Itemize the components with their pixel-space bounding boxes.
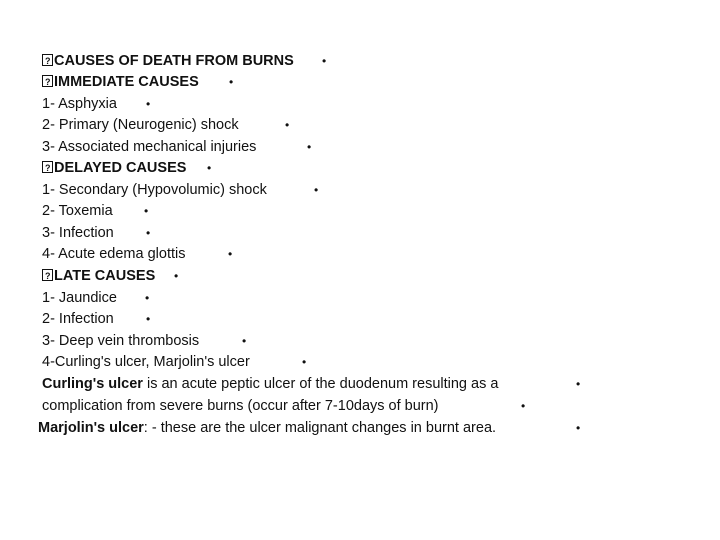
bullet-icon: • <box>322 54 327 68</box>
term-curlings-ulcer: Curling's ulcer <box>42 376 143 392</box>
heading-text: DELAYED CAUSES <box>54 160 187 176</box>
list-item: 3- Deep vein thrombosis <box>42 333 200 349</box>
list-item: 1- Secondary (Hypovolumic) shock <box>42 182 267 198</box>
list-item: 3- Infection <box>42 225 114 241</box>
bullet-icon: • <box>285 118 290 132</box>
bullet-icon: • <box>314 183 319 197</box>
heading-causes-of-death <box>42 52 294 70</box>
bullet-icon: • <box>146 97 151 111</box>
bullet-icon: • <box>307 140 312 154</box>
definition-continuation: complication from severe burns (occur after 7-10days of burn) <box>42 398 439 414</box>
missing-glyph-icon <box>42 161 53 173</box>
list-item: 4-Curling's ulcer, Marjolin's ulcer <box>42 354 250 370</box>
list-item: 1- Jaundice <box>42 290 117 306</box>
bullet-icon: • <box>229 75 234 89</box>
bullet-icon: • <box>145 291 150 305</box>
missing-glyph-icon <box>42 75 53 87</box>
definition-text: : - these are the ulcer malignant changes in burnt area. <box>143 420 497 436</box>
heading-immediate-causes <box>42 73 199 91</box>
bullet-icon: • <box>144 204 149 218</box>
definition-text: is an acute peptic ulcer of the duodenum resulting as a <box>142 376 499 392</box>
list-item: 1- Asphyxia <box>42 96 117 112</box>
heading-delayed-causes <box>42 159 186 177</box>
bullet-icon: • <box>302 355 307 369</box>
heading-text: IMMEDIATE CAUSES <box>54 74 199 90</box>
heading-text: LATE CAUSES <box>54 268 156 284</box>
bullet-icon: • <box>228 247 233 261</box>
definition-curlings-ulcer <box>42 375 498 393</box>
bullet-icon: • <box>146 312 151 326</box>
bullet-icon: • <box>521 399 526 413</box>
bullet-icon: • <box>174 269 179 283</box>
bullet-icon: • <box>576 377 581 391</box>
bullet-icon: • <box>242 334 247 348</box>
missing-glyph-icon <box>42 269 53 281</box>
list-item: 2- Primary (Neurogenic) shock <box>42 117 239 133</box>
definition-marjolins-ulcer <box>38 419 496 437</box>
term-marjolins-ulcer: Marjolin's ulcer <box>38 420 144 436</box>
bullet-icon: • <box>146 226 151 240</box>
bullet-icon: • <box>576 421 581 435</box>
missing-glyph-icon <box>42 54 53 66</box>
list-item: 4- Acute edema glottis <box>42 246 186 262</box>
heading-text: CAUSES OF DEATH FROM BURNS <box>54 53 294 69</box>
list-item: 2- Toxemia <box>42 203 113 219</box>
bullet-icon: • <box>207 161 212 175</box>
heading-late-causes <box>42 267 155 285</box>
list-item: 3- Associated mechanical injuries <box>42 139 257 155</box>
list-item: 2- Infection <box>42 311 114 327</box>
